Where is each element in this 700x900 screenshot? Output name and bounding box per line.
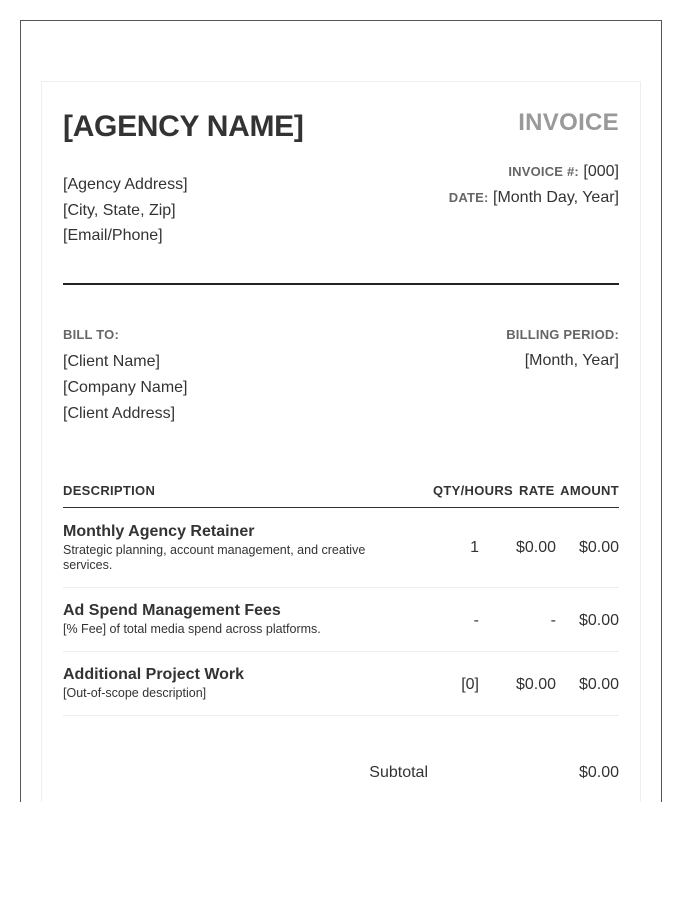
billing-period-value: [Month, Year]: [524, 352, 619, 369]
column-header-description: DESCRIPTION: [63, 483, 156, 498]
agency-name: [AGENCY NAME]: [63, 110, 304, 143]
line-item-title: Ad Spend Management Fees: [63, 602, 281, 619]
invoice-number-label: INVOICE #:: [508, 164, 579, 179]
billing-period-label: BILLING PERIOD:: [506, 327, 619, 342]
column-header-rate: RATE: [519, 483, 555, 498]
agency-city-state-zip: [City, State, Zip]: [63, 201, 176, 219]
line-item-amount: $0.00: [578, 612, 619, 629]
line-item-description: [% Fee] of total media spend across platforms.: [63, 622, 321, 636]
invoice-meta: [449, 159, 619, 211]
line-item-description: Strategic planning, account management, and creative services.: [63, 543, 366, 572]
invoice-date-label: DATE:: [448, 190, 489, 205]
column-header-amount: AMOUNT: [560, 483, 619, 498]
column-header-qty-hours: QTY/HOURS: [433, 483, 513, 498]
line-item-title: Additional Project Work: [63, 666, 245, 683]
invoice-number-value: [000]: [583, 163, 619, 180]
invoice-date-value: [Month Day, Year]: [493, 189, 619, 206]
line-item-amount: $0.00: [578, 539, 619, 556]
document-viewport[interactable]: [20, 20, 662, 802]
line-item-title: Monthly Agency Retainer: [63, 523, 255, 540]
invoice-sheet: [41, 81, 641, 802]
subtotal-value: $0.00: [578, 764, 619, 781]
line-item-description: [Out-of-scope description]: [63, 686, 207, 700]
table-row: [63, 588, 619, 652]
line-item-rate: $0.00: [515, 539, 556, 556]
client-name: [Client Name]: [63, 353, 160, 370]
company-name: [Company Name]: [63, 379, 188, 396]
line-item-qty: -: [473, 612, 479, 629]
agency-address: [Agency Address]: [63, 176, 188, 193]
invoice-number-line: [449, 159, 619, 185]
line-item-qty: 1: [470, 539, 479, 556]
invoice-date-line: [449, 185, 619, 211]
line-item-amount: $0.00: [578, 676, 619, 693]
agency-email-phone: [Email/Phone]: [63, 227, 163, 244]
line-item-rate: $0.00: [515, 676, 556, 693]
invoice-title: INVOICE: [518, 109, 619, 136]
client-address: [Client Address]: [63, 405, 176, 422]
bill-to-label: BILL TO:: [63, 327, 120, 342]
agency-contact-block: [63, 172, 188, 249]
line-item-rate: -: [550, 612, 556, 629]
header-divider: [63, 283, 619, 285]
subtotal-label: Subtotal: [369, 764, 428, 781]
table-row: [63, 652, 619, 716]
table-row: [63, 508, 619, 588]
line-item-qty: [0]: [461, 676, 479, 693]
bill-to-block: [63, 349, 188, 427]
invoice-content: [63, 82, 619, 802]
